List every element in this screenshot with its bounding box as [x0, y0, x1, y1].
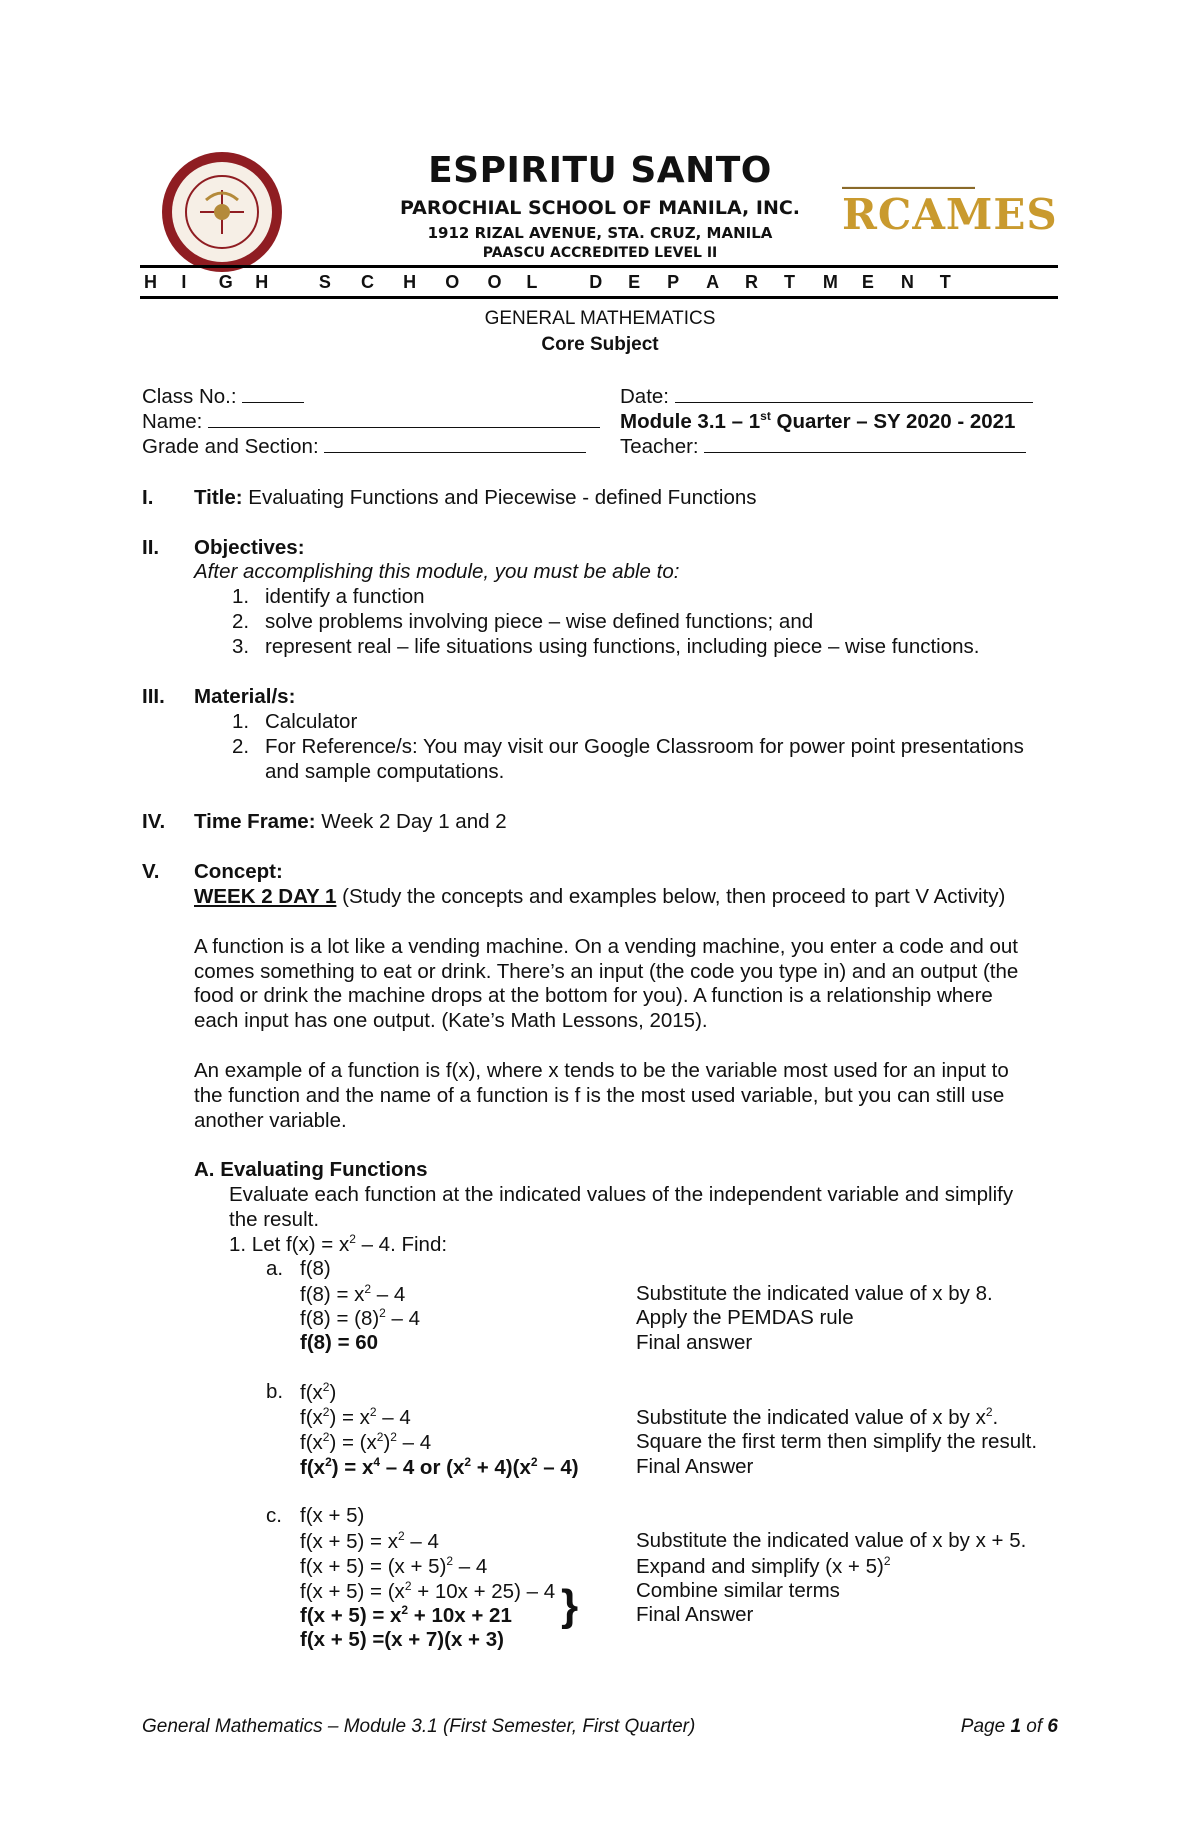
list-item: identify a function: [265, 585, 425, 608]
department-letter: I: [181, 272, 187, 292]
department-letter: P: [667, 272, 680, 292]
paragraph-line: the function and the name of a function is f is the most used variable, but you can still use: [194, 1084, 1005, 1107]
math-final-answer: f(8) = 60: [300, 1331, 379, 1354]
section-number: III.: [142, 685, 165, 708]
department-letter: R: [745, 272, 759, 292]
department-letter: S: [318, 272, 331, 292]
paragraph-line: A function is a lot like a vending machine. On a vending machine, you enter a code and out: [194, 935, 1018, 958]
step-explanation: Final Answer: [636, 1455, 754, 1478]
list-number: 3.: [232, 635, 250, 658]
math-final-answer-factored: f(x + 5) =(x + 7)(x + 3): [300, 1628, 504, 1651]
subject-title: GENERAL MATHEMATICS: [484, 308, 716, 329]
footer-page-number: Page 1 of 6: [960, 1716, 1058, 1737]
math-step: $f(x^2) = x^2 - 4$: [300, 1405, 411, 1429]
school-subtitle: PAROCHIAL SCHOOL OF MANILA, INC.: [399, 197, 801, 219]
example-statement: 1. Let $f(x) = x^2 - 4$. Find:: [229, 1232, 448, 1256]
department-letter: L: [526, 272, 538, 292]
list-item: For Reference/s: You may visit our Google Classroom for power point presentations: [265, 735, 1024, 758]
department-letter: H: [255, 272, 269, 292]
class-no-field[interactable]: Class No.:: [142, 384, 304, 409]
objectives-intro: After accomplishing this module, you must be able to:: [194, 560, 680, 583]
department-letter: O: [487, 272, 502, 292]
step-explanation: Substitute the indicated value of x by 8.: [636, 1282, 993, 1305]
list-number: 1.: [232, 585, 250, 608]
date-field[interactable]: Date:: [620, 384, 1033, 409]
list-number: 1.: [232, 710, 250, 733]
step-explanation: Final answer: [636, 1331, 753, 1354]
rcames-tagline-decor: ▬▬▬▬▬▬▬▬▬▬▬▬▬▬▬▬▬▬▬: [842, 184, 975, 191]
department-letter: D: [589, 272, 603, 292]
step-explanation: Substitute the indicated value of x by x + 5.: [636, 1529, 1027, 1552]
paragraph-line: each input has one output. (Kate’s Math Lessons, 2015).: [194, 1009, 708, 1032]
department-letter: H: [144, 272, 157, 292]
math-step: $f(x + 5) = (x^2 + 10x + 25) - 4$: [300, 1579, 556, 1603]
list-number: 2.: [232, 735, 250, 758]
math-step: $f(x^2) = (x^2)^2 - 4$: [300, 1430, 432, 1454]
math-final-answer: $f(x^2) = x^4 - 4$ or $(x^2 + 4)(x^2 - 4)$: [300, 1455, 579, 1479]
header-rule-bottom: [140, 296, 1058, 299]
example-heading: f(8): [300, 1257, 331, 1280]
example-label: a.: [266, 1257, 284, 1280]
department-letter: C: [361, 272, 375, 292]
paragraph-line: Evaluate each function at the indicated values of the independent variable and simplify: [229, 1183, 1014, 1206]
section-number: V.: [142, 860, 160, 883]
example-heading: f(x + 5): [300, 1504, 365, 1527]
subject-subtitle: Core Subject: [541, 334, 659, 355]
week-heading: WEEK 2 DAY 1 (Study the concepts and examples below, then proceed to part V Activity): [194, 885, 1006, 908]
section-number: I.: [142, 486, 154, 509]
department-letter: T: [783, 272, 795, 292]
curly-brace-icon: }: [561, 1581, 579, 1630]
subsection-heading: A. Evaluating Functions: [194, 1158, 428, 1181]
department-letter: O: [445, 272, 460, 292]
teacher-field[interactable]: Teacher:: [620, 434, 1026, 459]
step-explanation: Final Answer: [636, 1603, 754, 1626]
list-item: represent real – life situations using functions, including piece – wise functions.: [265, 635, 980, 658]
section-objectives-heading: Objectives:: [194, 536, 305, 559]
example-heading: $f(x^2)$: [300, 1380, 337, 1404]
department-letter: E: [628, 272, 641, 292]
math-final-answer: $f(x + 5) = x^2 + 10x + 21$: [300, 1603, 512, 1627]
paragraph-line: the result.: [229, 1208, 320, 1231]
rcames-logo: RCAMES: [842, 190, 1058, 239]
step-explanation: Apply the PEMDAS rule: [636, 1306, 854, 1329]
department-letter: E: [861, 272, 874, 292]
list-item: Calculator: [265, 710, 358, 733]
example-label: c.: [266, 1504, 282, 1527]
department-letter: N: [900, 272, 914, 292]
math-step: $f(x + 5) = (x + 5)^2 - 4$: [300, 1554, 488, 1578]
department-letter: T: [939, 272, 951, 292]
school-address: 1912 RIZAL AVENUE, STA. CRUZ, MANILA: [427, 224, 773, 242]
paragraph-line: An example of a function is f(x), where x tends to be the variable most used for an input to: [194, 1059, 1009, 1082]
department-letter: A: [706, 272, 720, 292]
list-number: 2.: [232, 610, 250, 633]
department-letter: H: [403, 272, 417, 292]
name-field[interactable]: Name:: [142, 409, 600, 434]
department-letter: M: [822, 272, 838, 292]
footer-module-info: General Mathematics – Module 3.1 (First Semester, First Quarter): [142, 1716, 696, 1737]
department-letter: G: [218, 272, 233, 292]
paragraph-line: food or drink the machine drops at the bottom for you). A function is a relationship where: [194, 984, 993, 1007]
list-item: solve problems involving piece – wise defined functions; and: [265, 610, 814, 633]
math-step: $f(8) = (8)^2 - 4$: [300, 1306, 421, 1330]
step-explanation: Expand and simplify $(x + 5)^2$: [636, 1554, 891, 1578]
example-label: b.: [266, 1380, 284, 1403]
module-info: Module 3.1 – 1st Quarter – SY 2020 - 2021: [620, 409, 1016, 433]
math-step: $f(x + 5) = x^2 - 4$: [300, 1529, 439, 1553]
section-title: Title: Evaluating Functions and Piecewise - defined Functions: [194, 486, 757, 509]
paragraph-line: comes something to eat or drink. There’s an input (the code you type in) and an output (the: [194, 960, 1019, 983]
school-name: ESPIRITU SANTO: [428, 150, 772, 191]
section-number: IV.: [142, 810, 166, 833]
step-explanation: Substitute the indicated value of x by $x^2$.: [636, 1405, 999, 1429]
school-accreditation: PAASCU ACCREDITED LEVEL II: [482, 245, 718, 261]
grade-section-field[interactable]: Grade and Section:: [142, 434, 586, 459]
paragraph-line: another variable.: [194, 1109, 347, 1132]
header-rule-top: [140, 265, 1058, 268]
school-seal-icon: [160, 150, 284, 274]
section-time-frame: Time Frame: Week 2 Day 1 and 2: [194, 810, 507, 833]
section-materials-heading: Material/s:: [194, 685, 296, 708]
section-number: II.: [142, 536, 160, 559]
math-step: $f(8) = x^2 - 4$: [300, 1282, 406, 1306]
step-explanation: Combine similar terms: [636, 1579, 840, 1602]
list-item-continuation: and sample computations.: [265, 760, 505, 783]
section-concept-heading: Concept:: [194, 860, 283, 883]
step-explanation: Square the first term then simplify the result.: [636, 1430, 1038, 1453]
